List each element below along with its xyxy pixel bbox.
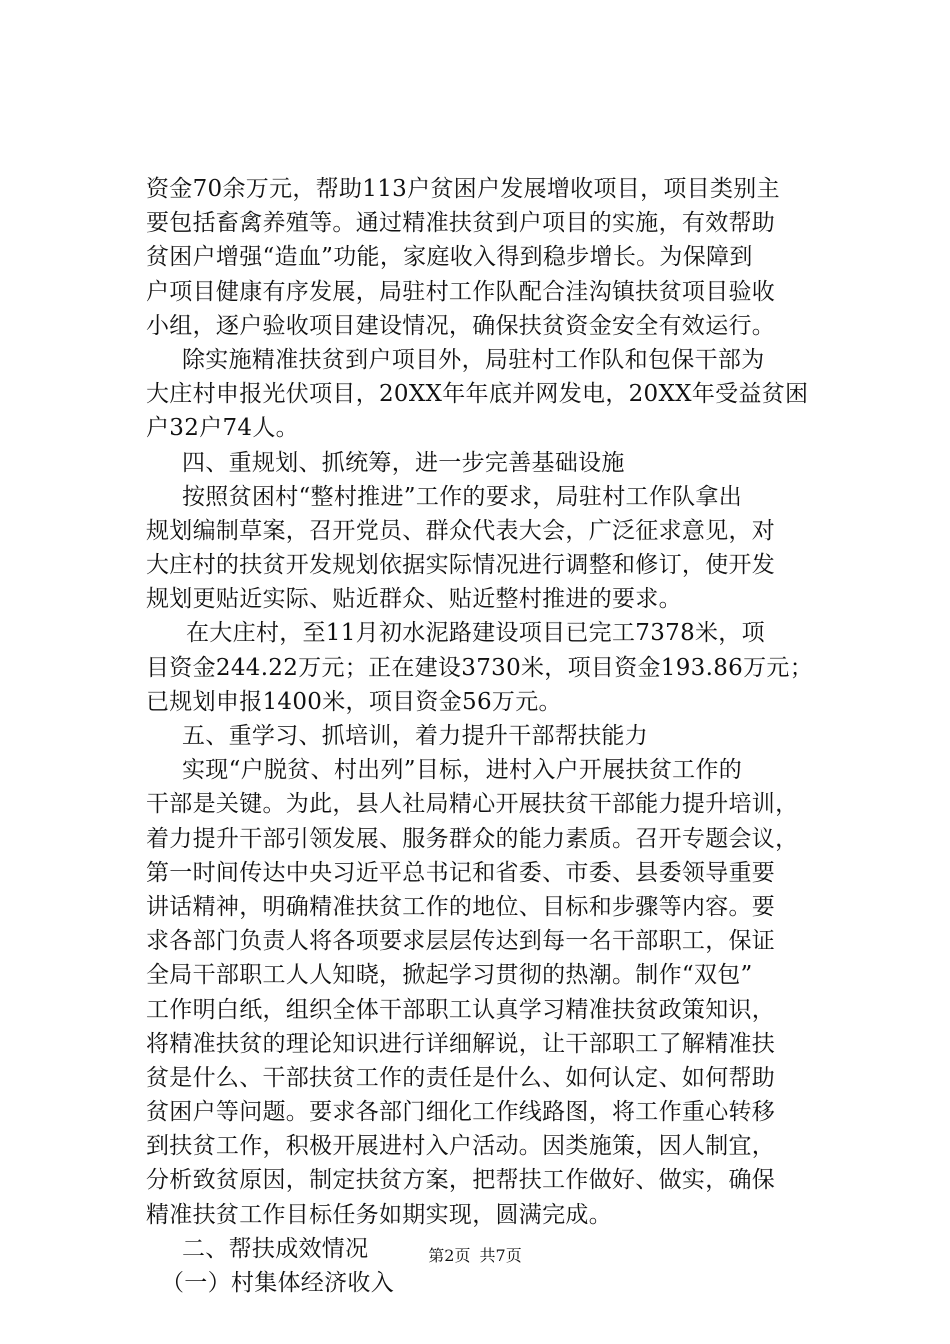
text-line: 资金70余万元，帮助113户贫困户发展增收项目，项目类别主 xyxy=(146,176,780,202)
text-line: 求各部门负责人将各项要求层层传达到每一名干部职工，保证 xyxy=(146,928,776,955)
page-number: 第2页 xyxy=(428,1246,471,1265)
text-line: 四、重规划、抓统筹，进一步完善基础设施 xyxy=(182,449,625,476)
text-line: 实现“户脱贫、村出列”目标，进村入户开展扶贫工作的 xyxy=(182,757,743,784)
text-line: 规划更贴近实际、贴近群众、贴近整村推进的要求。 xyxy=(146,586,682,613)
text-line: 讲话精神，明确精准扶贫工作的地位、目标和步骤等内容。要 xyxy=(146,893,776,920)
text-line: 按照贫困村“整村推进”工作的要求，局驻村工作队拿出 xyxy=(182,483,743,510)
text-line: 户32户74人。 xyxy=(146,415,299,442)
text-line: 已规划申报1400米，项目资金56万元。 xyxy=(146,688,562,715)
text-line: 在大庄村，至11月初水泥路建设项目已完工7378米，项 xyxy=(186,620,765,647)
page-footer xyxy=(0,1244,950,1268)
text-line: 到扶贫工作，积极开展进村入户活动。因类施策，因人制宜， xyxy=(146,1133,776,1160)
text-line: 大庄村申报光伏项目，20XX年年底并网发电，20XX年受益贫困 xyxy=(146,381,809,408)
text-line: 大庄村的扶贫开发规划依据实际情况进行调整和修订，使开发 xyxy=(146,552,776,579)
text-line: 分析致贫原因，制定扶贫方案，把帮扶工作做好、做实，确保 xyxy=(146,1167,776,1194)
text-line: 二、帮扶成效情况 xyxy=(182,1235,369,1262)
text-line: 将精准扶贫的理论知识进行详细解说，让干部职工了解精准扶 xyxy=(146,1030,776,1057)
document-body xyxy=(146,172,846,1300)
page-total: 共7页 xyxy=(479,1246,522,1265)
text-line: 干部是关键。为此，县人社局精心开展扶贫干部能力提升培训， xyxy=(146,791,799,818)
text-line: 贫困户等问题。要求各部门细化工作线路图，将工作重心转移 xyxy=(146,1099,776,1126)
text-line: 要包括畜禽养殖等。通过精准扶贫到户项目的实施，有效帮助 xyxy=(146,210,776,237)
text-line: 目资金244.22万元；正在建设3730米，项目资金193.86万元； xyxy=(146,654,813,681)
text-line: 着力提升干部引领发展、服务群众的能力素质。召开专题会议， xyxy=(146,825,799,852)
text-line: 规划编制草案，召开党员、群众代表大会，广泛征求意见，对 xyxy=(146,517,776,544)
text-line: 全局干部职工人人知晓，掀起学习贯彻的热潮。制作“双包” xyxy=(146,962,753,989)
text-line: 工作明白纸，组织全体干部职工认真学习精准扶贫政策知识， xyxy=(146,996,776,1023)
text-line: 第一时间传达中央习近平总书记和省委、市委、县委领导重要 xyxy=(146,859,776,886)
text-line: 小组，逐户验收项目建设情况，确保扶贫资金安全有效运行。 xyxy=(146,312,776,339)
text-line: 贫是什么、干部扶贫工作的责任是什么、如何认定、如何帮助 xyxy=(146,1064,776,1091)
text-line: 贫困户增强“造血”功能，家庭收入得到稳步增长。为保障到 xyxy=(146,244,753,271)
text-line: （一）村集体经济收入 xyxy=(161,1270,394,1296)
text-line: 户项目健康有序发展，局驻村工作队配合洼沟镇扶贫项目验收 xyxy=(146,278,776,305)
text-line: 精准扶贫工作目标任务如期实现，圆满完成。 xyxy=(146,1201,612,1228)
text-line: 除实施精准扶贫到户项目外，局驻村工作队和包保干部为 xyxy=(182,346,765,373)
text-line: 五、重学习、抓培训，着力提升干部帮扶能力 xyxy=(182,723,648,749)
